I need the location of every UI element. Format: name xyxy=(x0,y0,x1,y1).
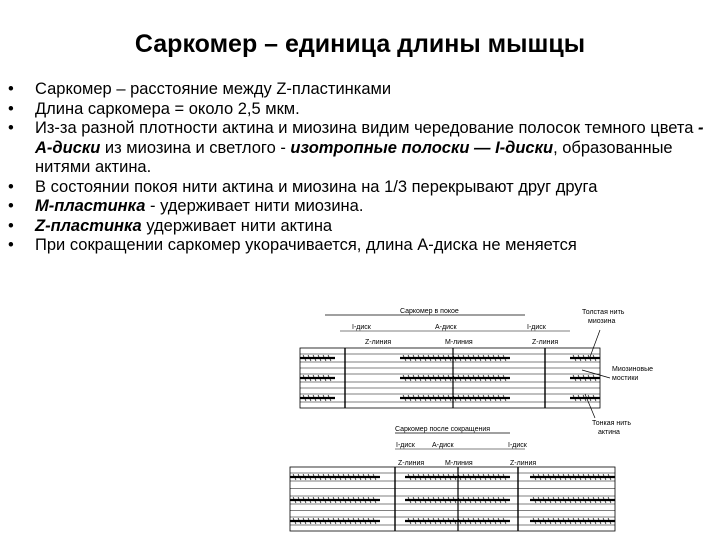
label-i-disk: I-диск xyxy=(396,442,415,449)
label-thin-filament xyxy=(592,420,633,436)
bullet-text: , образованные нитями актина. xyxy=(35,138,673,176)
label-m-line: М-линия xyxy=(445,460,473,467)
bullet-text: В состоянии покоя нити актина и миозина на 1/3 перекрывают друг друга xyxy=(35,177,598,196)
pointer-line xyxy=(590,330,600,357)
relaxed-sarcomere xyxy=(300,348,600,408)
label-bridges xyxy=(612,366,655,382)
label-z-line: Z-линия xyxy=(532,339,559,346)
label-m-line: М-линия xyxy=(445,339,473,346)
bottom-caption: Саркомер после сокращения xyxy=(395,426,491,433)
bridges-line1: Миозиновые xyxy=(612,366,654,373)
label-thick-filament xyxy=(582,309,626,325)
label-z-line: Z-линия xyxy=(365,339,392,346)
emphasis-text: - А-диски xyxy=(35,119,704,157)
thin-filament-line2: актина xyxy=(598,429,620,436)
slide-title: Саркомер – единица длины мышцы xyxy=(134,30,586,58)
label-a-disk: A-диск xyxy=(435,324,457,331)
bullet-text: удерживает нити актина xyxy=(141,216,333,235)
bullet-text: Саркомер – расстояние между Z-пластинками xyxy=(35,80,392,98)
label-i-disk: I-диск xyxy=(352,324,371,331)
bullet-text: - удерживает нити миозина. xyxy=(145,197,364,215)
label-z-line: Z-линия xyxy=(510,460,537,467)
label-a-disk: A-диск xyxy=(432,442,454,449)
emphasis-text: изотропные полоски — I-диски xyxy=(290,138,554,157)
label-z-line: Z-линия xyxy=(398,460,425,467)
thin-filament-line1: Тонкая нить xyxy=(592,420,631,427)
bridges-line2: мостики xyxy=(612,375,639,382)
emphasis-text: М-пластинка xyxy=(35,197,146,215)
bullet-text: При сокращении саркомер укорачивается, длина А-диска не меняется xyxy=(35,236,577,254)
bullet-text: Из-за разной плотности актина и миозина видим чередование полосок темного цвета xyxy=(35,119,699,137)
top-caption: Саркомер в покое xyxy=(400,308,459,315)
bullet-text: из миозина и светлого - xyxy=(100,138,291,157)
emphasis-text: Z-пластинка xyxy=(35,216,142,235)
contracted-sarcomere xyxy=(290,467,615,531)
label-i-disk: I-диск xyxy=(508,442,527,449)
thick-filament-line1: Толстая нить xyxy=(582,309,625,316)
thick-filament-line2: миозина xyxy=(588,318,616,325)
label-i-disk: I-диск xyxy=(527,324,546,331)
bullet-text: Длина саркомера = около 2,5 мкм. xyxy=(35,99,300,118)
